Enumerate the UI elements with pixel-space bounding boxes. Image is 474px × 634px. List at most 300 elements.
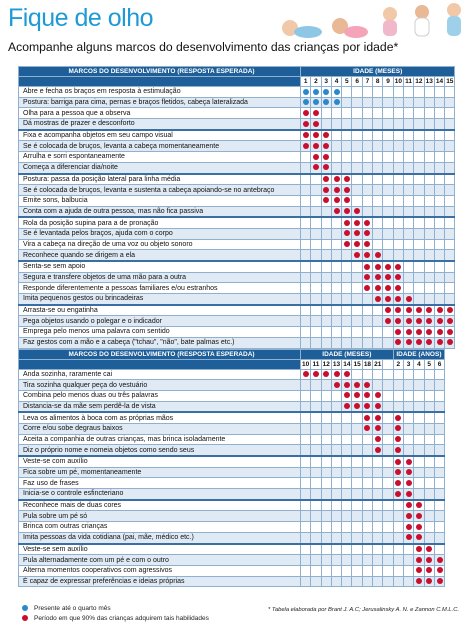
age-cell	[352, 532, 362, 543]
red-dot-icon	[364, 230, 370, 236]
age-cell	[445, 261, 455, 272]
age-cell	[434, 316, 444, 327]
red-dot-icon	[437, 318, 443, 324]
blue-dot-icon	[303, 99, 309, 105]
age-number: 3	[321, 77, 331, 87]
age-cell	[301, 87, 311, 98]
age-cell	[331, 555, 341, 566]
age-cell	[352, 272, 362, 283]
red-dot-icon	[395, 415, 401, 421]
milestone-label: Anda sozinha, raramente cai	[19, 369, 301, 380]
age-cell	[331, 174, 341, 185]
red-dot-icon	[364, 241, 370, 247]
age-cell	[321, 369, 331, 380]
red-dot-icon	[416, 502, 422, 508]
milestone-label: Arrasta-se ou engatinha	[19, 305, 301, 316]
age-cell	[414, 337, 424, 348]
age-cell	[434, 532, 444, 543]
age-cell	[434, 511, 444, 522]
age-cell	[383, 565, 393, 576]
blue-dot-icon	[323, 89, 329, 95]
red-dot-icon	[447, 318, 453, 324]
age-cell	[331, 162, 341, 173]
age-cell	[321, 489, 331, 500]
age-cell	[393, 544, 403, 555]
age-number: 8	[373, 77, 383, 87]
age-cell	[321, 108, 331, 119]
red-dot-icon	[354, 392, 360, 398]
red-dot-icon	[344, 197, 350, 203]
age-cell	[301, 576, 311, 587]
age-cell	[383, 206, 393, 217]
age-cell	[352, 206, 362, 217]
age-cell	[445, 294, 455, 305]
age-cell	[301, 369, 311, 380]
age-cell	[342, 456, 352, 467]
age-cell	[311, 152, 321, 163]
age-cell	[311, 489, 321, 500]
age-cell	[352, 412, 362, 423]
red-dot-icon	[416, 534, 422, 540]
age-cell	[373, 511, 383, 522]
age-cell	[352, 456, 362, 467]
age-cell	[434, 555, 444, 566]
red-dot-icon	[364, 403, 370, 409]
age-cell	[403, 500, 413, 511]
age-cell	[342, 97, 352, 108]
age-cell	[362, 119, 372, 130]
age-cell	[352, 511, 362, 522]
legend-blue-label: Presente até o quarto mês	[34, 605, 111, 612]
red-dot-icon	[406, 480, 412, 486]
age-cell	[414, 456, 424, 467]
age-cell	[301, 489, 311, 500]
table-row	[19, 97, 455, 108]
age-cell	[373, 217, 383, 228]
milestone-label: Pega objetos usando o polegar e o indicador	[19, 316, 301, 327]
age-cell	[321, 327, 331, 338]
age-cell	[424, 195, 434, 206]
age-cell	[403, 316, 413, 327]
age-cell	[362, 478, 372, 489]
red-dot-icon	[364, 415, 370, 421]
age-cell	[445, 141, 455, 152]
age-cell	[393, 401, 403, 412]
age-cell	[393, 141, 403, 152]
age-cell	[311, 130, 321, 141]
table-row	[19, 522, 445, 533]
age-cell	[352, 294, 362, 305]
age-number: 6	[352, 77, 362, 87]
age-cell	[301, 305, 311, 316]
age-cell	[321, 522, 331, 533]
age-cell	[403, 294, 413, 305]
milestone-label: Emprega pelo menos uma palavra com sentido	[19, 327, 301, 338]
age-cell	[403, 511, 413, 522]
age-cell	[434, 305, 444, 316]
age-cell	[424, 162, 434, 173]
age-cell	[424, 445, 434, 456]
red-dot-icon	[426, 557, 432, 563]
age-cell	[393, 152, 403, 163]
red-dot-icon	[406, 296, 412, 302]
milestone-label: Reconhece mais de duas cores	[19, 500, 301, 511]
table-row	[19, 500, 445, 511]
age-cell	[331, 401, 341, 412]
age-cell	[321, 239, 331, 250]
age-cell	[311, 283, 321, 294]
table-row	[19, 576, 445, 587]
age-cell	[373, 239, 383, 250]
red-dot-icon	[447, 307, 453, 313]
milestone-label: Responde diferentemente a pessoas familiares e/ou estranhos	[19, 283, 301, 294]
page-title: Fique de olho	[8, 4, 154, 32]
age-cell	[373, 152, 383, 163]
age-cell	[373, 87, 383, 98]
age-cell	[414, 250, 424, 261]
age-cell	[352, 337, 362, 348]
red-dot-icon	[437, 307, 443, 313]
age-cell	[373, 434, 383, 445]
age-number: 2	[311, 77, 321, 87]
age-cell	[311, 250, 321, 261]
red-dot-icon	[323, 164, 329, 170]
age-cell	[434, 87, 444, 98]
age-cell	[321, 250, 331, 261]
age-cell	[342, 576, 352, 587]
age-cell	[362, 456, 372, 467]
table-row	[19, 283, 455, 294]
table-row	[19, 532, 445, 543]
age-cell	[311, 478, 321, 489]
table-row	[19, 423, 445, 434]
age-cell	[331, 141, 341, 152]
age-cell	[311, 544, 321, 555]
age-cell	[414, 369, 424, 380]
red-dot-icon	[406, 502, 412, 508]
age-cell	[331, 327, 341, 338]
age-cell	[393, 119, 403, 130]
table-header-row	[19, 349, 445, 359]
age-cell	[311, 108, 321, 119]
table-row	[19, 152, 455, 163]
age-cell	[403, 337, 413, 348]
age-cell	[383, 511, 393, 522]
age-cell	[331, 206, 341, 217]
age-cell	[414, 130, 424, 141]
age-cell	[301, 217, 311, 228]
age-number: 5	[342, 77, 352, 87]
age-cell	[383, 283, 393, 294]
red-dot-icon	[364, 220, 370, 226]
red-dot-icon	[313, 132, 319, 138]
milestone-label: Diz o próprio nome e nomeia objetos como sendo seus	[19, 445, 301, 456]
age-cell	[414, 434, 424, 445]
age-cell	[301, 390, 311, 401]
age-cell	[373, 500, 383, 511]
age-number: 3	[403, 359, 413, 369]
years-header: IDADE (ANOS)	[393, 349, 444, 359]
age-cell	[342, 239, 352, 250]
age-cell	[383, 119, 393, 130]
red-dot-icon	[406, 318, 412, 324]
red-dot-icon	[344, 241, 350, 247]
age-cell	[445, 87, 455, 98]
age-number: 11	[405, 78, 413, 85]
age-cell	[352, 500, 362, 511]
age-cell	[393, 390, 403, 401]
age-cell	[362, 337, 372, 348]
age-cell	[424, 544, 434, 555]
red-dot-icon	[416, 329, 422, 335]
age-cell	[352, 478, 362, 489]
age-cell	[342, 380, 352, 391]
age-cell	[331, 544, 341, 555]
age-cell	[414, 228, 424, 239]
age-cell	[311, 327, 321, 338]
age-cell	[414, 162, 424, 173]
age-cell	[373, 97, 383, 108]
red-dot-icon	[395, 296, 401, 302]
age-cell	[362, 511, 372, 522]
age-cell	[352, 390, 362, 401]
table-row	[19, 162, 455, 173]
age-cell	[352, 316, 362, 327]
age-cell	[321, 390, 331, 401]
age-number: 14	[343, 360, 351, 368]
age-cell	[342, 206, 352, 217]
age-cell	[362, 316, 372, 327]
age-cell	[362, 87, 372, 98]
red-dot-icon	[385, 307, 391, 313]
age-cell	[424, 434, 434, 445]
red-dot-icon	[323, 371, 329, 377]
red-dot-icon	[426, 329, 432, 335]
table-row	[19, 467, 445, 478]
age-cell	[311, 206, 321, 217]
red-dot-icon	[426, 307, 432, 313]
age-cell	[331, 478, 341, 489]
milestone-label: Distancia-se da mãe sem perdê-la de vista	[19, 401, 301, 412]
age-cell	[311, 337, 321, 348]
age-cell	[342, 532, 352, 543]
age-cell	[301, 108, 311, 119]
age-cell	[403, 478, 413, 489]
age-cell	[373, 555, 383, 566]
age-cell	[352, 152, 362, 163]
age-cell	[301, 401, 311, 412]
age-cell	[414, 239, 424, 250]
age-cell	[311, 555, 321, 566]
age-cell	[311, 565, 321, 576]
age-cell	[311, 532, 321, 543]
age-cell	[352, 369, 362, 380]
age-cell	[393, 412, 403, 423]
age-cell	[352, 544, 362, 555]
age-cell	[434, 390, 444, 401]
age-cell	[393, 250, 403, 261]
milestone-label: Leva os alimentos à boca com as próprias mãos	[19, 412, 301, 423]
age-cell	[362, 380, 372, 391]
red-dot-icon	[416, 557, 422, 563]
age-number: 18	[363, 360, 372, 368]
age-cell	[424, 390, 434, 401]
milestone-label: Imita pessoas da vida cotidiana (pai, mãe, médico etc.)	[19, 532, 301, 543]
red-dot-icon	[354, 252, 360, 258]
legend-item-red	[22, 615, 209, 622]
age-cell	[393, 195, 403, 206]
red-dot-icon	[364, 264, 370, 270]
age-cell	[424, 108, 434, 119]
age-cell	[414, 380, 424, 391]
age-cell	[301, 423, 311, 434]
age-cell	[424, 206, 434, 217]
age-cell	[362, 294, 372, 305]
age-cell	[445, 119, 455, 130]
age-cell	[373, 250, 383, 261]
age-cell	[424, 316, 434, 327]
age-cell	[445, 217, 455, 228]
milestone-label: Postura: barriga para cima, pernas e braços fletidos, cabeça lateralizada	[19, 97, 301, 108]
age-cell	[403, 327, 413, 338]
age-cell	[403, 423, 413, 434]
age-cell	[373, 174, 383, 185]
red-dot-icon	[416, 513, 422, 519]
milestone-label: Faz gestos com a mão e a cabeça ("tchau", "não", bate palmas etc.)	[19, 337, 301, 348]
age-cell	[393, 423, 403, 434]
age-cell	[393, 217, 403, 228]
age-number: 4	[414, 359, 424, 369]
age-cell	[342, 478, 352, 489]
age-cell	[301, 261, 311, 272]
red-dot-icon	[354, 241, 360, 247]
age-cell	[403, 228, 413, 239]
age-number: 7	[362, 77, 372, 87]
age-cell	[311, 87, 321, 98]
age-cell	[352, 228, 362, 239]
age-cell	[331, 305, 341, 316]
age-cell	[373, 108, 383, 119]
age-cell	[362, 305, 372, 316]
age-cell	[393, 130, 403, 141]
table-row	[19, 228, 455, 239]
red-dot-icon	[364, 425, 370, 431]
age-cell	[321, 174, 331, 185]
age-cell	[331, 576, 341, 587]
red-dot-icon	[344, 176, 350, 182]
table-row	[19, 185, 455, 196]
milestone-label: Conta com a ajuda de outra pessoa, mas não fica passiva	[19, 206, 301, 217]
age-cell	[434, 327, 444, 338]
age-cell	[414, 283, 424, 294]
age-cell	[403, 141, 413, 152]
age-cell	[403, 261, 413, 272]
age-cell	[414, 87, 424, 98]
red-dot-icon	[375, 403, 381, 409]
age-cell	[301, 239, 311, 250]
red-dot-icon	[416, 546, 422, 552]
age-cell	[403, 532, 413, 543]
red-dot-icon	[447, 329, 453, 335]
red-dot-icon	[375, 264, 381, 270]
red-dot-icon	[406, 469, 412, 475]
age-cell	[434, 467, 444, 478]
age-cell	[445, 327, 455, 338]
milestone-label: Arrulha e sorri espontaneamente	[19, 152, 301, 163]
age-cell	[434, 576, 444, 587]
red-dot-icon	[437, 578, 443, 584]
age-cell	[331, 511, 341, 522]
age-cell	[342, 511, 352, 522]
age-cell	[301, 119, 311, 130]
red-dot-icon	[334, 197, 340, 203]
age-cell	[352, 434, 362, 445]
age-cell	[373, 576, 383, 587]
age-cell	[434, 97, 444, 108]
age-cell	[362, 544, 372, 555]
red-dot-icon	[375, 415, 381, 421]
age-cell	[331, 195, 341, 206]
age-cell	[445, 174, 455, 185]
age-cell	[373, 401, 383, 412]
red-dot-icon	[334, 382, 340, 388]
milestone-label: Dá mostras de prazer e desconforto	[19, 119, 301, 130]
red-dot-icon	[437, 329, 443, 335]
blue-dot-icon	[323, 99, 329, 105]
age-cell	[362, 401, 372, 412]
age-cell	[362, 489, 372, 500]
age-cell	[424, 478, 434, 489]
age-cell	[331, 130, 341, 141]
age-cell	[331, 390, 341, 401]
table-row	[19, 511, 445, 522]
age-cell	[311, 456, 321, 467]
age-cell	[424, 250, 434, 261]
red-dot-icon	[395, 329, 401, 335]
age-cell	[362, 152, 372, 163]
age-cell	[331, 423, 341, 434]
age-cell	[342, 272, 352, 283]
milestone-label: Olha para a pessoa que a observa	[19, 108, 301, 119]
table-row	[19, 316, 455, 327]
age-cell	[424, 272, 434, 283]
age-cell	[331, 380, 341, 391]
age-cell	[362, 522, 372, 533]
age-cell	[424, 141, 434, 152]
age-cell	[321, 401, 331, 412]
age-cell	[331, 294, 341, 305]
age-cell	[383, 456, 393, 467]
age-cell	[434, 206, 444, 217]
age-number: 1	[301, 77, 311, 87]
age-cell	[383, 401, 393, 412]
age-cell	[445, 250, 455, 261]
age-cell	[311, 316, 321, 327]
age-cell	[393, 337, 403, 348]
age-cell	[373, 206, 383, 217]
red-dot-icon	[344, 403, 350, 409]
age-cell	[414, 272, 424, 283]
age-cell	[373, 130, 383, 141]
age-cell	[321, 162, 331, 173]
age-cell	[342, 390, 352, 401]
red-dot-icon	[344, 371, 350, 377]
age-cell	[352, 565, 362, 576]
age-cell	[434, 478, 444, 489]
red-dot-icon	[375, 274, 381, 280]
red-dot-icon	[395, 425, 401, 431]
age-cell	[373, 162, 383, 173]
